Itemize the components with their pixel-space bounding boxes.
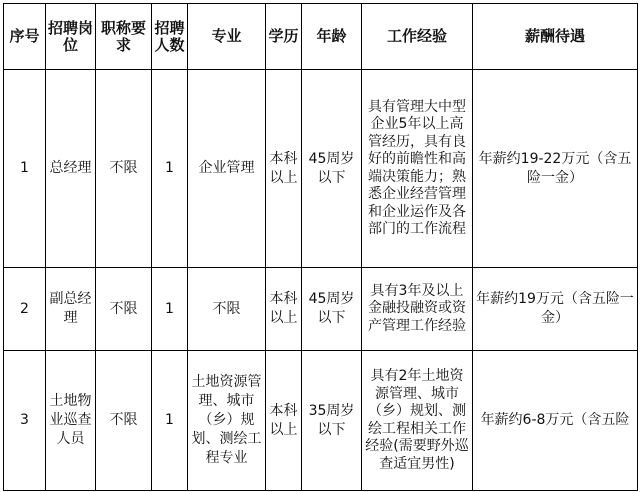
cell-education: 本科以上 xyxy=(266,70,302,268)
cell-age: 35周岁以下 xyxy=(302,351,362,491)
cell-count: 1 xyxy=(152,268,188,351)
cell-no: 2 xyxy=(4,268,46,351)
cell-position: 副总经理 xyxy=(46,268,96,351)
header-salary: 薪酬待遇 xyxy=(473,4,638,70)
cell-salary: 年薪约19-22万元（含五险一金） xyxy=(473,70,638,268)
cell-experience: 具有2年土地资源管理、城市（乡）规划、测绘工程相关工作经验(需要野外巡查适宜男性) xyxy=(362,351,473,491)
cell-no: 3 xyxy=(4,351,46,491)
table-row xyxy=(4,70,638,268)
cell-title-requirement: 不限 xyxy=(96,351,152,491)
cell-no: 1 xyxy=(4,70,46,268)
cell-education: 本科以上 xyxy=(266,268,302,351)
cell-age: 45周岁以下 xyxy=(302,70,362,268)
cell-age: 45周岁以下 xyxy=(302,268,362,351)
header-age: 年龄 xyxy=(302,4,362,70)
cell-count: 1 xyxy=(152,351,188,491)
cell-major: 土地资源管理、城市（乡）规划、测绘工程专业 xyxy=(188,351,266,491)
cell-education: 本科以上 xyxy=(266,351,302,491)
cell-major: 不限 xyxy=(188,268,266,351)
header-experience: 工作经验 xyxy=(362,4,473,70)
recruitment-table xyxy=(3,3,638,491)
table-row xyxy=(4,351,638,491)
cell-count: 1 xyxy=(152,70,188,268)
header-title-requirement: 职称要求 xyxy=(96,4,152,70)
cell-experience: 具有管理大中型企业5年以上高管经历，具有良好的前瞻性和高端决策能力；熟悉企业经营管理和企业运作及各部门的工作流程 xyxy=(362,70,473,268)
cell-title-requirement: 不限 xyxy=(96,70,152,268)
cell-position: 土地物业巡查人员 xyxy=(46,351,96,491)
cell-salary: 年薪约6-8万元（含五险 xyxy=(473,351,638,491)
header-row xyxy=(4,4,638,70)
header-education: 学历 xyxy=(266,4,302,70)
table-row xyxy=(4,268,638,351)
header-no: 序号 xyxy=(4,4,46,70)
cell-major: 企业管理 xyxy=(188,70,266,268)
header-count: 招聘人数 xyxy=(152,4,188,70)
cell-position: 总经理 xyxy=(46,70,96,268)
header-major: 专业 xyxy=(188,4,266,70)
cell-experience: 具有3年及以上金融投融资或资产管理工作经验 xyxy=(362,268,473,351)
cell-salary: 年薪约19万元（含五险一金） xyxy=(473,268,638,351)
header-position: 招聘岗位 xyxy=(46,4,96,70)
cell-title-requirement: 不限 xyxy=(96,268,152,351)
